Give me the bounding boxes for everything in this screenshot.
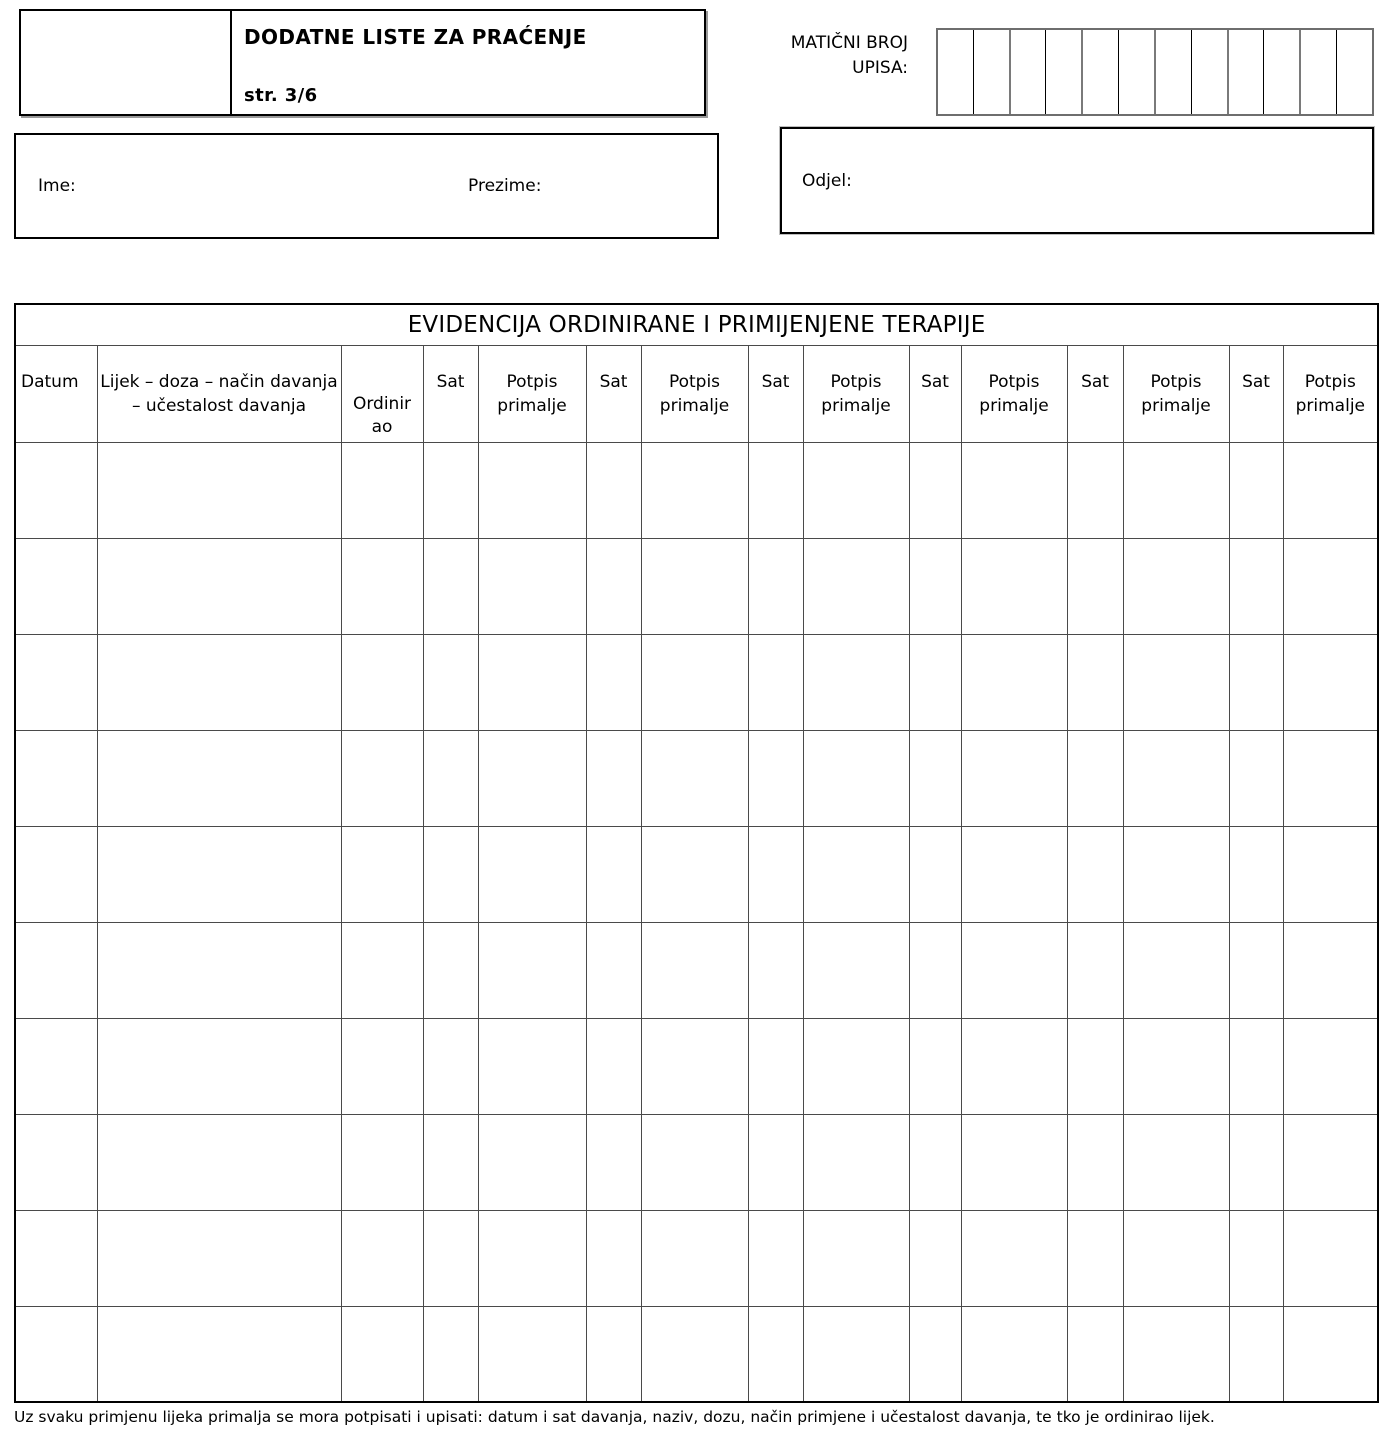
empty-cell[interactable] <box>423 1210 478 1306</box>
empty-cell[interactable] <box>341 730 423 826</box>
name-label: Ime: <box>38 176 76 196</box>
empty-cell[interactable] <box>586 1210 641 1306</box>
empty-cell[interactable] <box>1123 442 1229 538</box>
col-header-sat-5: Sat <box>1067 345 1123 442</box>
empty-cell[interactable] <box>1123 1306 1229 1402</box>
empty-cell[interactable] <box>1067 1018 1123 1114</box>
empty-cell[interactable] <box>1229 826 1283 922</box>
registry-digit-cell[interactable] <box>1119 30 1156 114</box>
table-row <box>15 922 1378 1018</box>
empty-cell[interactable] <box>748 1114 803 1210</box>
empty-cell[interactable] <box>478 922 586 1018</box>
col-header-sat-4: Sat <box>909 345 961 442</box>
empty-cell[interactable] <box>748 922 803 1018</box>
empty-cell[interactable] <box>97 634 341 730</box>
empty-cell[interactable] <box>423 1306 478 1402</box>
empty-cell[interactable] <box>15 730 97 826</box>
empty-cell[interactable] <box>586 1018 641 1114</box>
department-label: Odjel: <box>802 170 852 191</box>
empty-cell[interactable] <box>423 826 478 922</box>
table-row <box>15 1114 1378 1210</box>
table-row <box>15 538 1378 634</box>
empty-cell[interactable] <box>803 922 909 1018</box>
empty-cell[interactable] <box>478 1018 586 1114</box>
empty-cell[interactable] <box>97 1018 341 1114</box>
registry-number-label <box>740 31 908 81</box>
empty-cell[interactable] <box>641 538 748 634</box>
empty-cell[interactable] <box>586 538 641 634</box>
empty-cell[interactable] <box>961 634 1067 730</box>
empty-cell[interactable] <box>803 634 909 730</box>
empty-cell[interactable] <box>1229 730 1283 826</box>
empty-cell[interactable] <box>641 1306 748 1402</box>
empty-cell[interactable] <box>909 826 961 922</box>
empty-cell[interactable] <box>803 826 909 922</box>
empty-cell[interactable] <box>97 826 341 922</box>
empty-cell[interactable] <box>423 538 478 634</box>
empty-cell[interactable] <box>1283 1306 1378 1402</box>
empty-cell[interactable] <box>478 730 586 826</box>
empty-cell[interactable] <box>961 1018 1067 1114</box>
col-header-potpis-3: Potpis primalje <box>803 345 909 442</box>
empty-cell[interactable] <box>1067 922 1123 1018</box>
registry-number-boxes <box>936 28 1374 116</box>
empty-cell[interactable] <box>748 1306 803 1402</box>
empty-cell[interactable] <box>803 1210 909 1306</box>
col-header-sat-1: Sat <box>423 345 478 442</box>
col-header-potpis-2: Potpis primalje <box>641 345 748 442</box>
empty-cell[interactable] <box>97 1306 341 1402</box>
empty-cell[interactable] <box>748 826 803 922</box>
empty-cell[interactable] <box>478 538 586 634</box>
registry-digit-cell[interactable] <box>938 30 974 114</box>
empty-cell[interactable] <box>1283 826 1378 922</box>
table-row <box>15 634 1378 730</box>
empty-cell[interactable] <box>641 826 748 922</box>
empty-cell[interactable] <box>586 1114 641 1210</box>
empty-cell[interactable] <box>586 922 641 1018</box>
empty-cell[interactable] <box>478 442 586 538</box>
empty-cell[interactable] <box>909 730 961 826</box>
empty-cell[interactable] <box>423 922 478 1018</box>
empty-cell[interactable] <box>909 1018 961 1114</box>
empty-cell[interactable] <box>1123 826 1229 922</box>
empty-cell[interactable] <box>15 922 97 1018</box>
empty-cell[interactable] <box>748 634 803 730</box>
empty-cell[interactable] <box>748 538 803 634</box>
empty-cell[interactable] <box>748 1018 803 1114</box>
empty-cell[interactable] <box>1283 634 1378 730</box>
registry-number-label-line2: UPISA: <box>852 58 908 78</box>
registry-digit-cell[interactable] <box>1337 30 1372 114</box>
empty-cell[interactable] <box>341 826 423 922</box>
empty-cell[interactable] <box>586 826 641 922</box>
col-header-potpis-5: Potpis primalje <box>1123 345 1229 442</box>
empty-cell[interactable] <box>961 922 1067 1018</box>
empty-cell[interactable] <box>97 922 341 1018</box>
empty-cell[interactable] <box>1283 1018 1378 1114</box>
empty-cell[interactable] <box>15 1306 97 1402</box>
empty-cell[interactable] <box>15 1114 97 1210</box>
table-row <box>15 442 1378 538</box>
empty-cell[interactable] <box>748 730 803 826</box>
empty-cell[interactable] <box>641 1114 748 1210</box>
empty-cell[interactable] <box>961 730 1067 826</box>
empty-cell[interactable] <box>97 1114 341 1210</box>
empty-cell[interactable] <box>641 442 748 538</box>
empty-cell[interactable] <box>341 1210 423 1306</box>
registry-number-label-line1: MATIČNI BROJ <box>790 33 908 53</box>
empty-cell[interactable] <box>909 538 961 634</box>
empty-cell[interactable] <box>423 1114 478 1210</box>
empty-cell[interactable] <box>586 730 641 826</box>
empty-cell[interactable] <box>586 634 641 730</box>
empty-cell[interactable] <box>909 634 961 730</box>
form-header-box <box>19 9 706 116</box>
empty-cell[interactable] <box>1229 922 1283 1018</box>
empty-cell[interactable] <box>478 1114 586 1210</box>
empty-cell[interactable] <box>1067 1114 1123 1210</box>
col-header-potpis-4: Potpis primalje <box>961 345 1067 442</box>
col-header-potpis-6: Potpis primalje <box>1283 345 1378 442</box>
empty-cell[interactable] <box>1123 634 1229 730</box>
table-row <box>15 1018 1378 1114</box>
empty-cell[interactable] <box>1067 1210 1123 1306</box>
col-header-potpis-1: Potpis primalje <box>478 345 586 442</box>
empty-cell[interactable] <box>478 634 586 730</box>
empty-cell[interactable] <box>341 922 423 1018</box>
col-header-sat-2: Sat <box>586 345 641 442</box>
empty-cell[interactable] <box>961 442 1067 538</box>
empty-cell[interactable] <box>1067 730 1123 826</box>
empty-cell[interactable] <box>748 442 803 538</box>
registry-digit-cell[interactable] <box>1083 30 1119 114</box>
empty-cell[interactable] <box>1229 1210 1283 1306</box>
empty-cell[interactable] <box>1123 730 1229 826</box>
table-title-row <box>15 304 1378 345</box>
empty-cell[interactable] <box>961 1210 1067 1306</box>
surname-label: Prezime: <box>468 176 542 196</box>
registry-digit-cell[interactable] <box>1192 30 1229 114</box>
empty-cell[interactable] <box>961 1306 1067 1402</box>
empty-cell[interactable] <box>909 1114 961 1210</box>
empty-cell[interactable] <box>803 730 909 826</box>
empty-cell[interactable] <box>909 442 961 538</box>
empty-cell[interactable] <box>341 1306 423 1402</box>
empty-cell[interactable] <box>478 1210 586 1306</box>
registry-digit-cell[interactable] <box>1156 30 1192 114</box>
empty-cell[interactable] <box>641 730 748 826</box>
empty-cell[interactable] <box>803 1306 909 1402</box>
footer-note: Uz svaku primjenu lijeka primalja se mora potpisati i upisati: datum i sat davanja, naziv, dozu, način primjene i učestalost davanja, te tko je ordinirao lijek. <box>14 1408 1215 1426</box>
col-header-lijek: Lijek – doza – način davanja – učestalost davanja <box>97 345 341 442</box>
empty-cell[interactable] <box>909 1306 961 1402</box>
empty-cell[interactable] <box>423 442 478 538</box>
empty-cell[interactable] <box>1067 442 1123 538</box>
empty-cell[interactable] <box>1229 1306 1283 1402</box>
registry-digit-cell[interactable] <box>1301 30 1337 114</box>
empty-cell[interactable] <box>803 1114 909 1210</box>
empty-cell[interactable] <box>961 826 1067 922</box>
empty-cell[interactable] <box>1229 442 1283 538</box>
empty-cell[interactable] <box>341 1018 423 1114</box>
empty-cell[interactable] <box>803 1018 909 1114</box>
table-title: EVIDENCIJA ORDINIRANE I PRIMIJENJENE TERAPIJE <box>15 304 1378 345</box>
empty-cell[interactable] <box>1067 538 1123 634</box>
empty-cell[interactable] <box>961 1114 1067 1210</box>
empty-cell[interactable] <box>1229 1018 1283 1114</box>
empty-cell[interactable] <box>15 442 97 538</box>
table-row <box>15 1306 1378 1402</box>
empty-cell[interactable] <box>641 1210 748 1306</box>
col-header-datum: Datum <box>15 345 97 442</box>
empty-cell[interactable] <box>1229 1114 1283 1210</box>
empty-cell[interactable] <box>97 730 341 826</box>
col-header-ordinirao: Ordinirao <box>341 345 423 442</box>
empty-cell[interactable] <box>15 1018 97 1114</box>
empty-cell[interactable] <box>1283 922 1378 1018</box>
registry-digit-cell[interactable] <box>1264 30 1301 114</box>
col-header-sat-6: Sat <box>1229 345 1283 442</box>
empty-cell[interactable] <box>1123 922 1229 1018</box>
empty-cell[interactable] <box>586 1306 641 1402</box>
table-row <box>15 730 1378 826</box>
registry-digit-cell[interactable] <box>1046 30 1083 114</box>
empty-cell[interactable] <box>97 442 341 538</box>
form-title: DODATNE LISTE ZA PRAĆENJE <box>244 25 587 49</box>
empty-cell[interactable] <box>1283 1210 1378 1306</box>
empty-cell[interactable] <box>961 538 1067 634</box>
name-box[interactable] <box>14 133 719 239</box>
empty-cell[interactable] <box>1067 826 1123 922</box>
empty-cell[interactable] <box>1123 1210 1229 1306</box>
empty-cell[interactable] <box>909 922 961 1018</box>
empty-cell[interactable] <box>641 1018 748 1114</box>
empty-cell[interactable] <box>15 634 97 730</box>
empty-cell[interactable] <box>586 442 641 538</box>
empty-cell[interactable] <box>97 538 341 634</box>
table-row <box>15 826 1378 922</box>
empty-cell[interactable] <box>1123 1018 1229 1114</box>
empty-cell[interactable] <box>1283 442 1378 538</box>
empty-cell[interactable] <box>641 634 748 730</box>
empty-cell[interactable] <box>803 538 909 634</box>
col-header-sat-3: Sat <box>748 345 803 442</box>
empty-cell[interactable] <box>478 1306 586 1402</box>
empty-cell[interactable] <box>423 634 478 730</box>
empty-cell[interactable] <box>641 922 748 1018</box>
empty-cell[interactable] <box>1283 538 1378 634</box>
table-header-row <box>15 345 1378 442</box>
empty-cell[interactable] <box>341 1114 423 1210</box>
empty-cell[interactable] <box>1229 538 1283 634</box>
empty-cell[interactable] <box>1283 730 1378 826</box>
form-title-area <box>232 11 704 114</box>
registry-digit-cell[interactable] <box>1229 30 1265 114</box>
empty-cell[interactable] <box>97 1210 341 1306</box>
empty-cell[interactable] <box>748 1210 803 1306</box>
logo-area <box>21 11 232 114</box>
department-box[interactable] <box>780 127 1374 234</box>
empty-cell[interactable] <box>1067 634 1123 730</box>
table-row <box>15 1210 1378 1306</box>
registry-digit-cell[interactable] <box>1011 30 1047 114</box>
empty-cell[interactable] <box>423 1018 478 1114</box>
empty-cell[interactable] <box>15 826 97 922</box>
empty-cell[interactable] <box>1229 634 1283 730</box>
empty-cell[interactable] <box>1067 1306 1123 1402</box>
empty-cell[interactable] <box>909 1210 961 1306</box>
empty-cell[interactable] <box>803 442 909 538</box>
empty-cell[interactable] <box>423 730 478 826</box>
therapy-table <box>14 303 1379 1403</box>
page-number: str. 3/6 <box>244 85 318 106</box>
empty-cell[interactable] <box>1123 538 1229 634</box>
empty-cell[interactable] <box>341 442 423 538</box>
empty-cell[interactable] <box>1283 1114 1378 1210</box>
empty-cell[interactable] <box>15 1210 97 1306</box>
empty-cell[interactable] <box>1123 1114 1229 1210</box>
empty-cell[interactable] <box>15 538 97 634</box>
empty-cell[interactable] <box>478 826 586 922</box>
empty-cell[interactable] <box>341 634 423 730</box>
registry-digit-cell[interactable] <box>974 30 1011 114</box>
empty-cell[interactable] <box>341 538 423 634</box>
